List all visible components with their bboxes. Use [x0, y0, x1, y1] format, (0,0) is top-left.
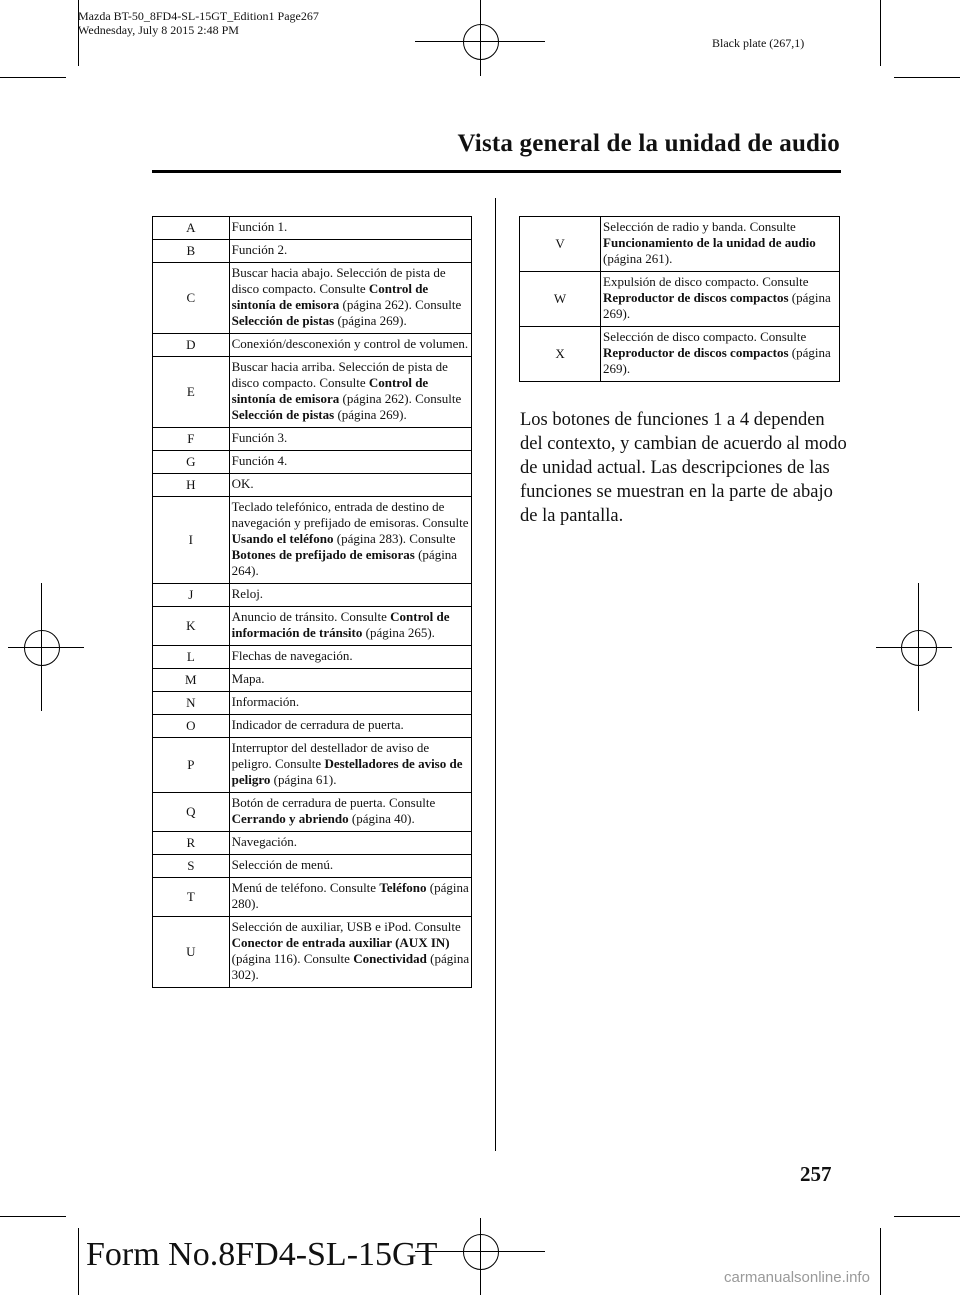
row-key: J	[153, 584, 230, 607]
table-row	[153, 832, 472, 855]
description-text: Indicador de cerradura de puerta.	[231, 717, 404, 732]
row-description	[229, 646, 471, 669]
row-description	[601, 272, 840, 327]
table-row	[153, 334, 472, 357]
crop-mark	[78, 1228, 79, 1295]
title-rule	[152, 170, 841, 173]
legend-table-right	[519, 216, 840, 382]
description-text: (página 262). Consulte	[339, 391, 462, 406]
row-description	[229, 451, 471, 474]
row-description	[229, 474, 471, 497]
description-text: (página 280).	[231, 880, 469, 911]
crop-mark	[880, 1228, 881, 1295]
table-row	[153, 497, 472, 584]
cross-reference: Cerrando y abriendo	[231, 811, 349, 826]
cross-reference: Reproductor de discos compactos	[603, 345, 789, 360]
form-number: Form No.8FD4-SL-15GT	[86, 1236, 438, 1273]
row-description	[601, 217, 840, 272]
description-text: Flechas de navegación.	[231, 648, 353, 663]
section-title: Vista general de la unidad de audio	[457, 130, 840, 157]
row-description	[229, 357, 471, 428]
description-text: Reloj.	[231, 586, 264, 601]
row-key: V	[520, 217, 601, 272]
description-text: Mapa.	[231, 671, 265, 686]
description-text: (página 262). Consulte	[339, 297, 462, 312]
description-text: Expulsión de disco compacto. Consulte	[603, 274, 809, 289]
description-text: OK.	[231, 476, 254, 491]
crop-mark	[880, 0, 881, 66]
row-key: N	[153, 692, 230, 715]
table-row	[153, 669, 472, 692]
description-text: Información.	[231, 694, 300, 709]
description-text: Anuncio de tránsito. Consulte	[231, 609, 391, 624]
plate-label: Black plate (267,1)	[712, 36, 805, 50]
row-description	[229, 584, 471, 607]
description-text: (página 61).	[270, 772, 337, 787]
cross-reference: Funcionamiento de la unidad de audio	[603, 235, 816, 250]
table-row	[153, 240, 472, 263]
cross-reference: Reproductor de discos compactos	[603, 290, 789, 305]
row-description	[229, 334, 471, 357]
column-divider	[495, 198, 496, 1151]
description-text: Interruptor del destellador de aviso de peligro. Consulte	[231, 740, 430, 771]
crop-mark	[0, 1216, 66, 1217]
table-row	[153, 451, 472, 474]
row-description	[229, 217, 471, 240]
table-row	[153, 428, 472, 451]
description-text: Buscar hacia abajo. Selección de pista de disco compacto. Consulte	[231, 265, 446, 296]
row-description	[229, 832, 471, 855]
description-text: (página 283). Consulte	[333, 531, 456, 546]
description-text: Navegación.	[231, 834, 297, 849]
description-text: (página 269).	[603, 290, 831, 321]
row-description	[229, 497, 471, 584]
table-row	[520, 272, 840, 327]
row-key: O	[153, 715, 230, 738]
description-text: Selección de auxiliar, USB e iPod. Consulte	[231, 919, 461, 934]
row-description	[229, 428, 471, 451]
cross-reference: Teléfono	[379, 880, 427, 895]
row-description	[229, 855, 471, 878]
crop-mark	[894, 77, 960, 78]
row-key: M	[153, 669, 230, 692]
row-key: I	[153, 497, 230, 584]
row-description	[229, 715, 471, 738]
cross-reference: Usando el teléfono	[231, 531, 334, 546]
description-text: Conexión/desconexión y control de volumen.	[231, 336, 469, 351]
row-key: R	[153, 832, 230, 855]
description-text: (página 40).	[348, 811, 415, 826]
cross-reference: Selección de pistas	[231, 407, 335, 422]
description-text: Teclado telefónico, entrada de destino de navegación y prefijado de emisoras. Consulte	[231, 499, 469, 530]
description-text: (página 302).	[231, 951, 470, 982]
row-key: W	[520, 272, 601, 327]
description-text: Selección de menú.	[231, 857, 334, 872]
description-text: (página 269).	[334, 313, 407, 328]
cross-reference: Conectividad	[353, 951, 427, 966]
cross-reference: Control de sintonía de emisora	[231, 281, 429, 312]
cross-reference: Botones de prefijado de emisoras	[231, 547, 415, 562]
crop-mark	[894, 1216, 960, 1217]
description-text: (página 265).	[362, 625, 435, 640]
table-row	[520, 217, 840, 272]
row-key: K	[153, 607, 230, 646]
watermark: carmanualsonline.info	[724, 1269, 870, 1286]
crop-mark	[0, 77, 66, 78]
description-text: Función 4.	[231, 453, 288, 468]
row-key: E	[153, 357, 230, 428]
row-key: G	[153, 451, 230, 474]
description-text: (página 264).	[231, 547, 458, 578]
table-row	[153, 357, 472, 428]
description-text: (página 261).	[603, 251, 673, 266]
table-row	[153, 263, 472, 334]
row-key: P	[153, 738, 230, 793]
row-description	[229, 669, 471, 692]
table-row	[153, 878, 472, 917]
description-text: Buscar hacia arriba. Selección de pista de disco compacto. Consulte	[231, 359, 448, 390]
body-paragraph: Los botones de funciones 1 a 4 dependen del contexto, y cambian de acuerdo al modo de unidad actual. Las descripciones de las funciones se muestran en la parte de abajo de la pantalla.	[520, 410, 847, 526]
table-row	[153, 715, 472, 738]
table-row	[153, 917, 472, 988]
description-text: Función 3.	[231, 430, 288, 445]
print-file-info	[78, 9, 319, 37]
cross-reference: Control de sintonía de emisora	[231, 375, 429, 406]
row-key: A	[153, 217, 230, 240]
row-key: H	[153, 474, 230, 497]
row-key: D	[153, 334, 230, 357]
description-text: Selección de radio y banda. Consulte	[603, 219, 796, 234]
page-number: 257	[800, 1162, 832, 1186]
description-text: Función 2.	[231, 242, 288, 257]
table-row	[153, 584, 472, 607]
row-key: U	[153, 917, 230, 988]
description-text: (página 269).	[334, 407, 407, 422]
date-line: Wednesday, July 8 2015 2:48 PM	[78, 23, 239, 37]
row-description	[229, 240, 471, 263]
description-text: (página 116). Consulte	[231, 951, 354, 966]
row-key: Q	[153, 793, 230, 832]
row-key: C	[153, 263, 230, 334]
row-key: X	[520, 327, 601, 382]
legend-table-left	[152, 216, 472, 988]
table-row	[153, 738, 472, 793]
row-key: T	[153, 878, 230, 917]
table-row	[153, 692, 472, 715]
table-row	[153, 646, 472, 669]
table-row	[153, 474, 472, 497]
row-description	[229, 607, 471, 646]
table-row	[153, 217, 472, 240]
row-description	[601, 327, 840, 382]
cross-reference: Conector de entrada auxiliar (AUX IN)	[231, 935, 450, 950]
row-key: S	[153, 855, 230, 878]
description-text: Botón de cerradura de puerta. Consulte	[231, 795, 436, 810]
row-key: F	[153, 428, 230, 451]
row-description	[229, 263, 471, 334]
description-text: Función 1.	[231, 219, 288, 234]
description-text: Menú de teléfono. Consulte	[231, 880, 380, 895]
description-text: (página 269).	[603, 345, 831, 376]
table-row	[153, 607, 472, 646]
file-line: Mazda BT-50_8FD4-SL-15GT_Edition1 Page267	[78, 9, 319, 23]
row-description	[229, 793, 471, 832]
row-description	[229, 738, 471, 793]
cross-reference: Selección de pistas	[231, 313, 335, 328]
row-key: B	[153, 240, 230, 263]
row-description	[229, 917, 471, 988]
cross-reference: Control de información de tránsito	[231, 609, 450, 640]
row-description	[229, 878, 471, 917]
table-row	[153, 793, 472, 832]
table-row	[520, 327, 840, 382]
row-description	[229, 692, 471, 715]
table-row	[153, 855, 472, 878]
cross-reference: Destelladores de aviso de peligro	[231, 756, 463, 787]
row-key: L	[153, 646, 230, 669]
description-text: Selección de disco compacto. Consulte	[603, 329, 807, 344]
